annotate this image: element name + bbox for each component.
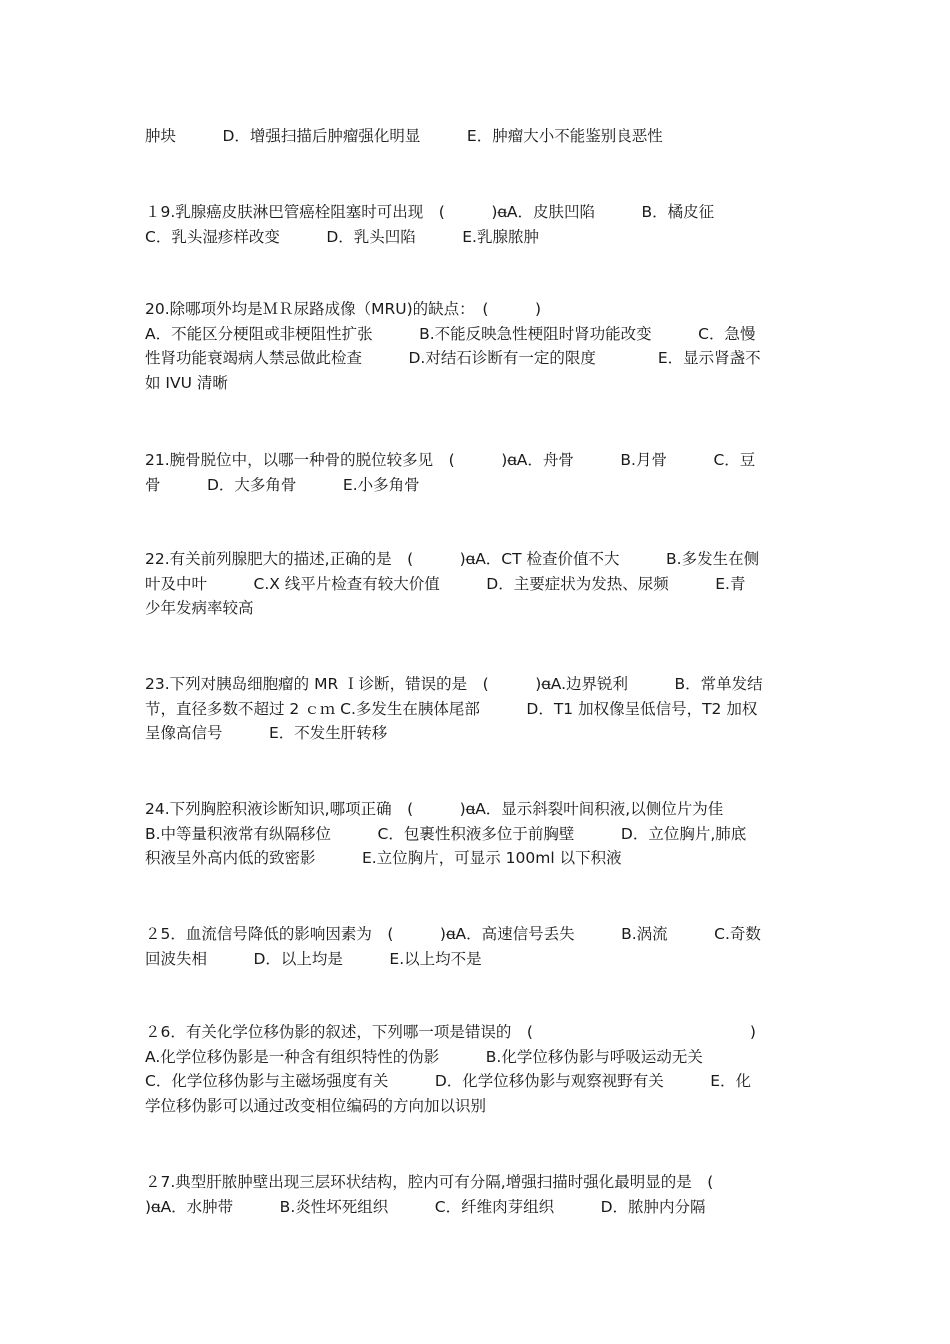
- text-line: 22.有关前列腺肥大的描述,正确的是 ( )ꬰA．CT 检查价值不大 B.多发生在侧: [145, 550, 760, 568]
- text-line: 性肾功能衰竭病人禁忌做此检查 D.对结石诊断有一定的限度 E．显示肾盏不: [145, 349, 761, 367]
- text-line: C．乳头湿疹样改变 D．乳头凹陷 E.乳腺脓肿: [145, 227, 539, 246]
- question-20: [145, 297, 810, 395]
- text-line: 学位移伪影可以通过改变相位编码的方向加以识别: [145, 1096, 487, 1115]
- text-line: 肿块 D．增强扫描后肿瘤强化明显 E．肿瘤大小不能鉴别良恶性: [145, 127, 663, 145]
- text-line: A．不能区分梗阻或非梗阻性扩张 B.不能反映急性梗阻时肾功能改变 C．急慢: [145, 324, 756, 343]
- question-24: [145, 797, 810, 871]
- question-25: [145, 922, 810, 971]
- text-line: 节，直径多数不超过 2 ｃｍ C.多发生在胰体尾部 D．T1 加权像呈低信号，T2 加权: [145, 699, 758, 718]
- text-line: 骨 D．大多角骨 E.小多角骨: [145, 475, 420, 494]
- question-21: [145, 448, 810, 497]
- text-line: ２5．血流信号降低的影响因素为 ( )ꬰA．高速信号丢失 B.涡流 C.奇数: [145, 925, 761, 943]
- text-line: １9.乳腺癌皮肤淋巴管癌栓阻塞时可出现 ( )ꬰA．皮肤凹陷 B．橘皮征: [145, 203, 715, 221]
- text-line: 回波失相 D．以上均是 E.以上均不是: [145, 949, 482, 968]
- text-line: C．化学位移伪影与主磁场强度有关 D．化学位移伪影与观察视野有关 E．化: [145, 1072, 752, 1090]
- text-line: 少年发病率较高: [145, 599, 254, 617]
- text-line: ２7.典型肝脓肿壁出现三层环状结构，腔内可有分隔,增强扫描时强化最明显的是 (: [145, 1173, 714, 1191]
- text-line: 24.下列胸腔积液诊断知识,哪项正确 ( )ꬰA．显示斜裂叶间积液,以侧位片为佳: [145, 800, 724, 818]
- text-line: ２6．有关化学位移伪影的叙述，下列哪一项是错误的 ( ): [145, 1023, 756, 1041]
- text-line: 如 IVU 清晰: [145, 373, 228, 392]
- text-line: 21.腕骨脱位中，以哪一种骨的脱位较多见 ( )ꬰA．舟骨 B.月骨 C．豆: [145, 451, 756, 469]
- text-line: 20.除哪项外均是ＭＲ尿路成像（MRU)的缺点： ( ): [145, 300, 542, 318]
- text-line: 23.下列对胰岛细胞瘤的 MR Ｉ诊断，错误的是 ( )ꬰA.边界锐利 B．常单发结: [145, 675, 763, 693]
- question-18-tail: [145, 124, 810, 149]
- text-line: 呈像高信号 E．不发生肝转移: [145, 724, 388, 742]
- text-line: B.中等量积液常有纵隔移位 C．包裹性积液多位于前胸壁 D．立位胸片,肺底: [145, 824, 747, 843]
- text-line: A.化学位移伪影是一种含有组织特性的伪影 B.化学位移伪影与呼吸运动无关: [145, 1047, 703, 1066]
- text-line: 积液呈外高内低的致密影 E.立位胸片，可显示 100ml 以下积液: [145, 849, 622, 867]
- text-line: )ꬰA．水肿带 B.炎性坏死组织 C．纤维肉芽组织 D．脓肿内分隔: [145, 1197, 706, 1216]
- text-line: 叶及中叶 C.X 线平片检查有较大价值 D．主要症状为发热、尿频 E.青: [145, 574, 746, 593]
- question-22: [145, 547, 810, 621]
- question-27: [145, 1170, 810, 1219]
- question-23: [145, 672, 810, 746]
- question-26: [145, 1020, 810, 1118]
- question-19: [145, 200, 810, 249]
